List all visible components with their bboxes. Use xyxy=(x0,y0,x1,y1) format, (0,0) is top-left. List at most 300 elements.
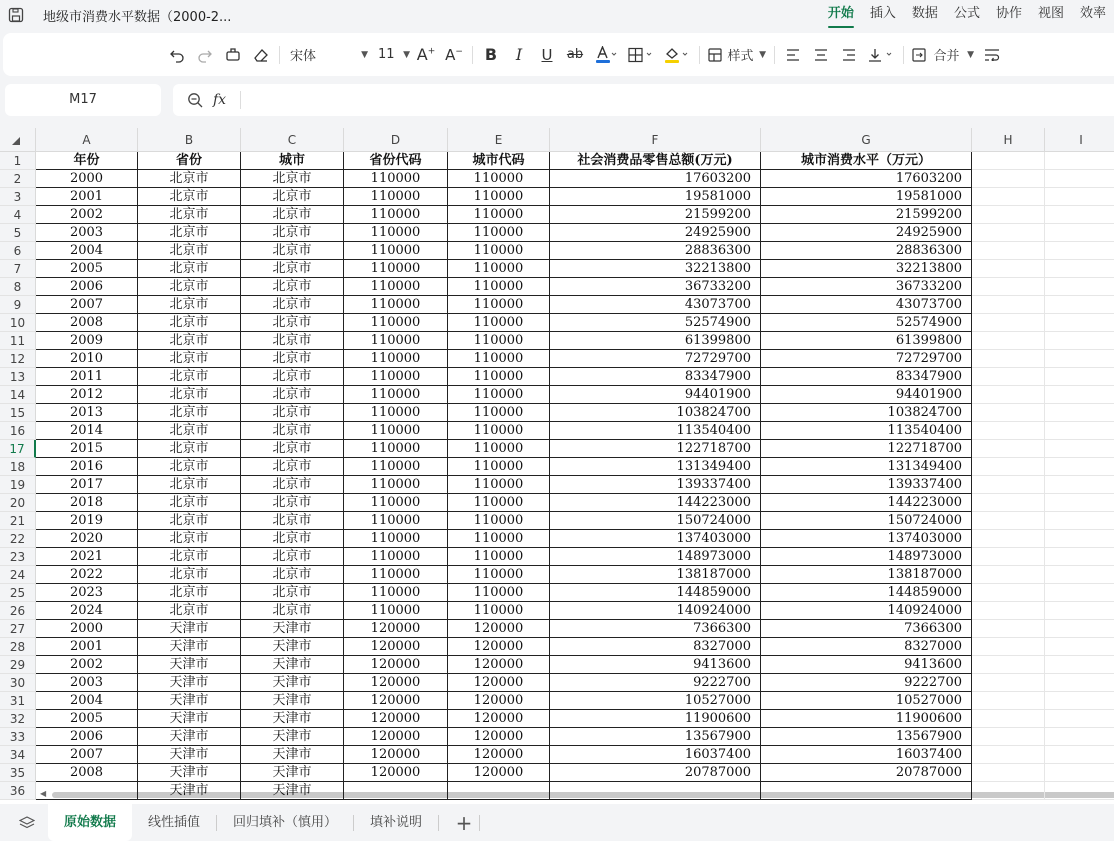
table-cell[interactable]: 120000 xyxy=(448,746,550,764)
row-header[interactable]: 5 xyxy=(0,224,36,242)
table-cell[interactable]: 北京市 xyxy=(138,476,241,494)
table-cell[interactable]: 北京市 xyxy=(138,170,241,188)
table-cell[interactable]: 120000 xyxy=(344,764,448,782)
table-cell[interactable]: 110000 xyxy=(448,278,550,296)
table-cell[interactable]: 110000 xyxy=(344,332,448,350)
column-header[interactable]: F xyxy=(550,128,761,152)
row-header[interactable]: 23 xyxy=(0,548,36,566)
row-header[interactable]: 35 xyxy=(0,764,36,782)
row-header[interactable]: 12 xyxy=(0,350,36,368)
table-cell[interactable]: 天津市 xyxy=(241,656,344,674)
row-header[interactable]: 13 xyxy=(0,368,36,386)
table-cell[interactable] xyxy=(1045,710,1114,728)
table-cell[interactable]: 110000 xyxy=(448,476,550,494)
table-cell[interactable]: 天津市 xyxy=(241,692,344,710)
table-cell[interactable] xyxy=(1045,278,1114,296)
table-cell[interactable] xyxy=(1045,728,1114,746)
table-cell[interactable]: 110000 xyxy=(344,566,448,584)
table-cell[interactable]: 天津市 xyxy=(241,620,344,638)
table-cell[interactable] xyxy=(1045,584,1114,602)
row-header[interactable]: 8 xyxy=(0,278,36,296)
table-cell[interactable] xyxy=(972,710,1045,728)
table-cell[interactable] xyxy=(1045,404,1114,422)
table-cell[interactable] xyxy=(972,242,1045,260)
table-cell[interactable]: 72729700 xyxy=(550,350,761,368)
table-cell[interactable]: 144859000 xyxy=(761,584,972,602)
table-cell[interactable] xyxy=(972,260,1045,278)
undo-icon[interactable] xyxy=(163,41,191,69)
table-cell[interactable]: 2015 xyxy=(36,440,138,458)
table-cell[interactable]: 110000 xyxy=(344,512,448,530)
row-header[interactable]: 33 xyxy=(0,728,36,746)
table-cell[interactable]: 43073700 xyxy=(550,296,761,314)
table-cell[interactable] xyxy=(1045,746,1114,764)
table-cell[interactable]: 110000 xyxy=(344,530,448,548)
table-cell[interactable]: 83347900 xyxy=(550,368,761,386)
table-cell[interactable]: 110000 xyxy=(448,170,550,188)
table-cell[interactable]: 北京市 xyxy=(138,188,241,206)
table-cell[interactable] xyxy=(972,188,1045,206)
row-header[interactable]: 16 xyxy=(0,422,36,440)
table-cell[interactable]: 21599200 xyxy=(761,206,972,224)
table-cell[interactable]: 17603200 xyxy=(550,170,761,188)
row-header[interactable]: 31 xyxy=(0,692,36,710)
table-cell[interactable] xyxy=(972,296,1045,314)
table-cell[interactable]: 110000 xyxy=(448,602,550,620)
sheet-list-icon[interactable] xyxy=(14,810,40,836)
table-cell[interactable]: 131349400 xyxy=(761,458,972,476)
table-cell[interactable]: 2023 xyxy=(36,584,138,602)
table-cell[interactable]: 北京市 xyxy=(138,350,241,368)
table-cell[interactable]: 20787000 xyxy=(550,764,761,782)
table-cell[interactable]: 120000 xyxy=(448,620,550,638)
table-cell[interactable]: 2016 xyxy=(36,458,138,476)
table-cell[interactable] xyxy=(972,764,1045,782)
table-cell[interactable]: 北京市 xyxy=(241,404,344,422)
row-header[interactable]: 2 xyxy=(0,170,36,188)
table-cell[interactable] xyxy=(1045,638,1114,656)
table-cell[interactable]: 天津市 xyxy=(138,656,241,674)
table-cell[interactable]: 天津市 xyxy=(241,746,344,764)
table-cell[interactable]: 120000 xyxy=(448,674,550,692)
table-cell[interactable]: 北京市 xyxy=(138,296,241,314)
menu-item[interactable]: 效率 xyxy=(1079,6,1106,21)
align-right-icon[interactable] xyxy=(835,41,863,69)
table-cell[interactable]: 北京市 xyxy=(241,602,344,620)
sheet-tab[interactable]: 原始数据 xyxy=(48,804,132,841)
table-cell[interactable]: 9222700 xyxy=(761,674,972,692)
table-cell[interactable]: 2020 xyxy=(36,530,138,548)
table-cell[interactable] xyxy=(972,548,1045,566)
table-cell[interactable]: 139337400 xyxy=(550,476,761,494)
font-size-select[interactable] xyxy=(372,41,412,69)
table-cell[interactable]: 110000 xyxy=(344,314,448,332)
table-cell[interactable]: 2014 xyxy=(36,422,138,440)
column-header[interactable]: E xyxy=(448,128,550,152)
table-cell[interactable]: 北京市 xyxy=(241,422,344,440)
table-cell[interactable]: 2022 xyxy=(36,566,138,584)
table-cell[interactable]: 110000 xyxy=(448,458,550,476)
menu-item[interactable]: 协作 xyxy=(995,6,1022,21)
table-cell[interactable]: 83347900 xyxy=(761,368,972,386)
row-header[interactable]: 26 xyxy=(0,602,36,620)
table-cell[interactable]: 16037400 xyxy=(761,746,972,764)
table-cell[interactable]: 120000 xyxy=(448,728,550,746)
merge-cells-button[interactable] xyxy=(908,41,978,69)
table-cell[interactable]: 110000 xyxy=(448,548,550,566)
menu-item[interactable]: 插入 xyxy=(869,6,896,21)
table-cell[interactable] xyxy=(1045,206,1114,224)
align-left-icon[interactable] xyxy=(779,41,807,69)
row-header[interactable]: 4 xyxy=(0,206,36,224)
table-cell[interactable]: 天津市 xyxy=(138,728,241,746)
table-cell[interactable]: 9413600 xyxy=(761,656,972,674)
table-cell[interactable]: 120000 xyxy=(344,638,448,656)
zoom-formula-icon[interactable] xyxy=(187,92,203,108)
table-cell[interactable] xyxy=(972,386,1045,404)
table-cell[interactable]: 天津市 xyxy=(138,710,241,728)
table-cell[interactable]: 36733200 xyxy=(550,278,761,296)
table-cell[interactable]: 9222700 xyxy=(550,674,761,692)
table-cell[interactable]: 北京市 xyxy=(241,386,344,404)
fx-icon[interactable]: fx xyxy=(213,92,227,108)
table-cell[interactable] xyxy=(550,782,761,800)
table-cell[interactable]: 北京市 xyxy=(138,332,241,350)
table-cell[interactable]: 52574900 xyxy=(761,314,972,332)
table-cell[interactable]: 10527000 xyxy=(550,692,761,710)
strikethrough-icon[interactable]: ab xyxy=(566,47,584,62)
table-cell[interactable] xyxy=(1045,188,1114,206)
table-cell[interactable]: 110000 xyxy=(448,296,550,314)
table-cell[interactable]: 北京市 xyxy=(241,278,344,296)
table-cell[interactable]: 2021 xyxy=(36,548,138,566)
table-cell[interactable]: 120000 xyxy=(448,764,550,782)
table-cell[interactable]: 120000 xyxy=(448,710,550,728)
format-painter-icon[interactable] xyxy=(219,41,247,69)
table-cell[interactable]: 110000 xyxy=(344,278,448,296)
table-cell[interactable]: 110000 xyxy=(344,260,448,278)
table-cell[interactable]: 8327000 xyxy=(761,638,972,656)
table-cell[interactable]: 148973000 xyxy=(550,548,761,566)
table-cell[interactable]: 2013 xyxy=(36,404,138,422)
table-cell[interactable] xyxy=(1045,566,1114,584)
table-cell[interactable]: 52574900 xyxy=(550,314,761,332)
table-cell[interactable]: 120000 xyxy=(344,692,448,710)
table-cell[interactable]: 110000 xyxy=(344,548,448,566)
table-cell[interactable]: 110000 xyxy=(344,404,448,422)
table-cell[interactable] xyxy=(1045,242,1114,260)
table-cell[interactable] xyxy=(1045,332,1114,350)
table-cell[interactable]: 2008 xyxy=(36,314,138,332)
table-cell[interactable]: 北京市 xyxy=(138,548,241,566)
table-cell[interactable]: 北京市 xyxy=(241,188,344,206)
table-cell[interactable]: 144223000 xyxy=(550,494,761,512)
table-cell[interactable]: 137403000 xyxy=(761,530,972,548)
table-cell[interactable]: 120000 xyxy=(344,710,448,728)
spreadsheet-grid[interactable] xyxy=(0,128,1114,804)
table-cell[interactable]: 北京市 xyxy=(241,440,344,458)
table-cell[interactable]: 113540400 xyxy=(761,422,972,440)
table-cell[interactable]: 北京市 xyxy=(241,476,344,494)
table-cell[interactable] xyxy=(972,458,1045,476)
table-cell[interactable] xyxy=(972,674,1045,692)
table-cell[interactable]: 2002 xyxy=(36,656,138,674)
table-cell[interactable]: 110000 xyxy=(344,170,448,188)
table-cell[interactable]: 北京市 xyxy=(241,206,344,224)
table-cell[interactable] xyxy=(1045,602,1114,620)
italic-icon[interactable]: I xyxy=(515,45,523,64)
table-cell[interactable] xyxy=(972,206,1045,224)
name-box[interactable]: M17 xyxy=(5,84,161,116)
table-cell[interactable]: 120000 xyxy=(448,692,550,710)
table-cell[interactable]: 北京市 xyxy=(138,584,241,602)
table-cell[interactable]: 120000 xyxy=(344,656,448,674)
borders-icon[interactable] xyxy=(623,41,659,69)
menu-item[interactable]: 视图 xyxy=(1037,6,1064,21)
table-cell[interactable]: 24925900 xyxy=(761,224,972,242)
table-cell[interactable]: 28836300 xyxy=(550,242,761,260)
row-header[interactable]: 1 xyxy=(0,152,36,170)
table-cell[interactable]: 10527000 xyxy=(761,692,972,710)
table-cell[interactable] xyxy=(1045,440,1114,458)
table-cell[interactable]: 110000 xyxy=(344,584,448,602)
table-cell[interactable]: 北京市 xyxy=(138,404,241,422)
table-cell[interactable] xyxy=(972,620,1045,638)
eraser-icon[interactable] xyxy=(247,41,275,69)
table-cell[interactable]: 110000 xyxy=(344,422,448,440)
table-cell[interactable] xyxy=(1045,782,1114,800)
table-cell[interactable]: 天津市 xyxy=(138,674,241,692)
row-header[interactable]: 10 xyxy=(0,314,36,332)
table-cell[interactable]: 110000 xyxy=(448,386,550,404)
table-cell[interactable]: 社会消费品零售总额(万元) xyxy=(550,152,761,170)
row-header[interactable]: 15 xyxy=(0,404,36,422)
row-header[interactable]: 27 xyxy=(0,620,36,638)
table-cell[interactable]: 北京市 xyxy=(241,242,344,260)
table-cell[interactable]: 2019 xyxy=(36,512,138,530)
table-cell[interactable]: 110000 xyxy=(448,350,550,368)
table-cell[interactable] xyxy=(1045,692,1114,710)
table-cell[interactable]: 北京市 xyxy=(241,584,344,602)
table-cell[interactable] xyxy=(1045,170,1114,188)
table-cell[interactable] xyxy=(1045,368,1114,386)
sheet-tab[interactable]: 回归填补（慎用） xyxy=(233,815,338,830)
table-cell[interactable]: 110000 xyxy=(448,494,550,512)
table-cell[interactable] xyxy=(972,350,1045,368)
table-cell[interactable]: 2012 xyxy=(36,386,138,404)
table-cell[interactable]: 120000 xyxy=(448,656,550,674)
table-cell[interactable]: 北京市 xyxy=(138,278,241,296)
table-cell[interactable]: 110000 xyxy=(448,314,550,332)
table-cell[interactable]: 140924000 xyxy=(550,602,761,620)
table-cell[interactable] xyxy=(1045,674,1114,692)
table-cell[interactable] xyxy=(1045,656,1114,674)
table-cell[interactable]: 省份代码 xyxy=(344,152,448,170)
table-cell[interactable]: 110000 xyxy=(448,422,550,440)
table-cell[interactable]: 148973000 xyxy=(761,548,972,566)
column-header[interactable]: D xyxy=(344,128,448,152)
table-cell[interactable] xyxy=(972,314,1045,332)
table-cell[interactable] xyxy=(761,782,972,800)
table-cell[interactable]: 110000 xyxy=(448,368,550,386)
table-cell[interactable] xyxy=(972,728,1045,746)
table-cell[interactable]: 16037400 xyxy=(550,746,761,764)
table-cell[interactable]: 北京市 xyxy=(138,242,241,260)
table-cell[interactable]: 北京市 xyxy=(138,566,241,584)
table-cell[interactable]: 19581000 xyxy=(761,188,972,206)
table-cell[interactable]: 天津市 xyxy=(138,764,241,782)
row-header[interactable]: 7 xyxy=(0,260,36,278)
table-cell[interactable] xyxy=(1045,458,1114,476)
table-cell[interactable]: 9413600 xyxy=(550,656,761,674)
underline-icon[interactable]: U xyxy=(541,45,553,64)
table-cell[interactable]: 138187000 xyxy=(550,566,761,584)
table-cell[interactable] xyxy=(1045,548,1114,566)
menu-item[interactable]: 数据 xyxy=(911,6,938,21)
table-cell[interactable]: 2000 xyxy=(36,620,138,638)
table-cell[interactable]: 32213800 xyxy=(550,260,761,278)
table-cell[interactable]: 北京市 xyxy=(241,494,344,512)
table-cell[interactable]: 120000 xyxy=(344,746,448,764)
table-cell[interactable]: 110000 xyxy=(344,386,448,404)
table-cell[interactable]: 北京市 xyxy=(241,548,344,566)
table-cell[interactable]: 2005 xyxy=(36,710,138,728)
table-cell[interactable]: 103824700 xyxy=(761,404,972,422)
column-header[interactable]: B xyxy=(138,128,241,152)
table-cell[interactable] xyxy=(972,170,1045,188)
table-cell[interactable]: 110000 xyxy=(448,224,550,242)
row-header[interactable]: 14 xyxy=(0,386,36,404)
table-cell[interactable]: 7366300 xyxy=(761,620,972,638)
add-sheet-icon[interactable]: + xyxy=(455,810,473,835)
table-cell[interactable]: 150724000 xyxy=(550,512,761,530)
table-cell[interactable]: 北京市 xyxy=(241,368,344,386)
sheet-tab[interactable]: 线性插值 xyxy=(148,815,201,830)
row-header[interactable]: 20 xyxy=(0,494,36,512)
table-cell[interactable]: 72729700 xyxy=(761,350,972,368)
table-cell[interactable]: 32213800 xyxy=(761,260,972,278)
table-cell[interactable]: 140924000 xyxy=(761,602,972,620)
table-cell[interactable]: 2007 xyxy=(36,296,138,314)
table-cell[interactable]: 19581000 xyxy=(550,188,761,206)
table-cell[interactable]: 北京市 xyxy=(138,440,241,458)
table-cell[interactable]: 天津市 xyxy=(138,782,241,800)
increase-font-icon[interactable]: A+ xyxy=(416,45,436,64)
row-header[interactable]: 24 xyxy=(0,566,36,584)
table-cell[interactable] xyxy=(1045,422,1114,440)
table-cell[interactable]: 城市消费水平（万元） xyxy=(761,152,972,170)
table-cell[interactable]: 天津市 xyxy=(138,620,241,638)
row-header[interactable]: 22 xyxy=(0,530,36,548)
cell-style-button[interactable] xyxy=(704,41,770,69)
table-cell[interactable]: 北京市 xyxy=(138,530,241,548)
table-cell[interactable]: 北京市 xyxy=(138,422,241,440)
table-cell[interactable] xyxy=(972,656,1045,674)
table-cell[interactable]: 110000 xyxy=(448,260,550,278)
column-header[interactable]: G xyxy=(761,128,972,152)
table-cell[interactable] xyxy=(1045,314,1114,332)
table-cell[interactable] xyxy=(972,584,1045,602)
table-cell[interactable] xyxy=(972,152,1045,170)
table-cell[interactable] xyxy=(972,404,1045,422)
table-cell[interactable] xyxy=(1045,764,1114,782)
table-cell[interactable] xyxy=(972,224,1045,242)
table-cell[interactable]: 2024 xyxy=(36,602,138,620)
table-cell[interactable]: 103824700 xyxy=(550,404,761,422)
table-cell[interactable]: 144223000 xyxy=(761,494,972,512)
table-cell[interactable]: 天津市 xyxy=(138,746,241,764)
table-cell[interactable]: 天津市 xyxy=(241,674,344,692)
table-cell[interactable]: 120000 xyxy=(344,674,448,692)
table-cell[interactable]: 20787000 xyxy=(761,764,972,782)
table-cell[interactable]: 北京市 xyxy=(241,530,344,548)
table-cell[interactable]: 122718700 xyxy=(550,440,761,458)
wrap-text-icon[interactable] xyxy=(978,41,1006,69)
table-cell[interactable] xyxy=(1045,224,1114,242)
table-cell[interactable] xyxy=(972,332,1045,350)
table-cell[interactable]: 2002 xyxy=(36,206,138,224)
table-cell[interactable] xyxy=(972,638,1045,656)
table-cell[interactable]: 2004 xyxy=(36,242,138,260)
table-cell[interactable] xyxy=(1045,512,1114,530)
table-cell[interactable] xyxy=(1045,260,1114,278)
column-header[interactable]: I xyxy=(1045,128,1114,152)
table-cell[interactable]: 120000 xyxy=(344,620,448,638)
table-cell[interactable]: 北京市 xyxy=(241,332,344,350)
table-cell[interactable] xyxy=(972,566,1045,584)
align-center-icon[interactable] xyxy=(807,41,835,69)
table-cell[interactable]: 北京市 xyxy=(138,458,241,476)
table-cell[interactable]: 北京市 xyxy=(138,206,241,224)
table-cell[interactable] xyxy=(344,782,448,800)
table-cell[interactable]: 天津市 xyxy=(138,692,241,710)
table-cell[interactable]: 110000 xyxy=(448,332,550,350)
save-icon[interactable] xyxy=(5,4,27,26)
table-cell[interactable]: 北京市 xyxy=(241,314,344,332)
row-header[interactable]: 36 xyxy=(0,782,36,800)
formula-input[interactable] xyxy=(249,90,1114,110)
table-cell[interactable]: 北京市 xyxy=(138,314,241,332)
table-cell[interactable]: 110000 xyxy=(344,458,448,476)
table-cell[interactable]: 2003 xyxy=(36,224,138,242)
table-cell[interactable]: 110000 xyxy=(448,530,550,548)
table-cell[interactable]: 110000 xyxy=(448,566,550,584)
table-cell[interactable]: 天津市 xyxy=(138,638,241,656)
table-cell[interactable] xyxy=(972,530,1045,548)
row-header[interactable]: 11 xyxy=(0,332,36,350)
bold-icon[interactable]: B xyxy=(484,45,498,64)
table-cell[interactable]: 61399800 xyxy=(761,332,972,350)
table-cell[interactable] xyxy=(1045,530,1114,548)
table-cell[interactable]: 2006 xyxy=(36,728,138,746)
table-cell[interactable]: 北京市 xyxy=(241,170,344,188)
scroll-left-icon[interactable]: ◀ xyxy=(40,789,47,798)
table-cell[interactable]: 28836300 xyxy=(761,242,972,260)
table-cell[interactable]: 94401900 xyxy=(761,386,972,404)
table-cell[interactable] xyxy=(1045,350,1114,368)
table-cell[interactable] xyxy=(972,494,1045,512)
table-cell[interactable]: 天津市 xyxy=(241,782,344,800)
table-cell[interactable]: 北京市 xyxy=(138,224,241,242)
table-cell[interactable]: 城市代码 xyxy=(448,152,550,170)
table-cell[interactable]: 144859000 xyxy=(550,584,761,602)
column-header[interactable]: A xyxy=(36,128,138,152)
table-cell[interactable]: 天津市 xyxy=(241,764,344,782)
table-cell[interactable]: 61399800 xyxy=(550,332,761,350)
table-cell[interactable]: 138187000 xyxy=(761,566,972,584)
table-cell[interactable]: 43073700 xyxy=(761,296,972,314)
table-cell[interactable]: 北京市 xyxy=(138,494,241,512)
